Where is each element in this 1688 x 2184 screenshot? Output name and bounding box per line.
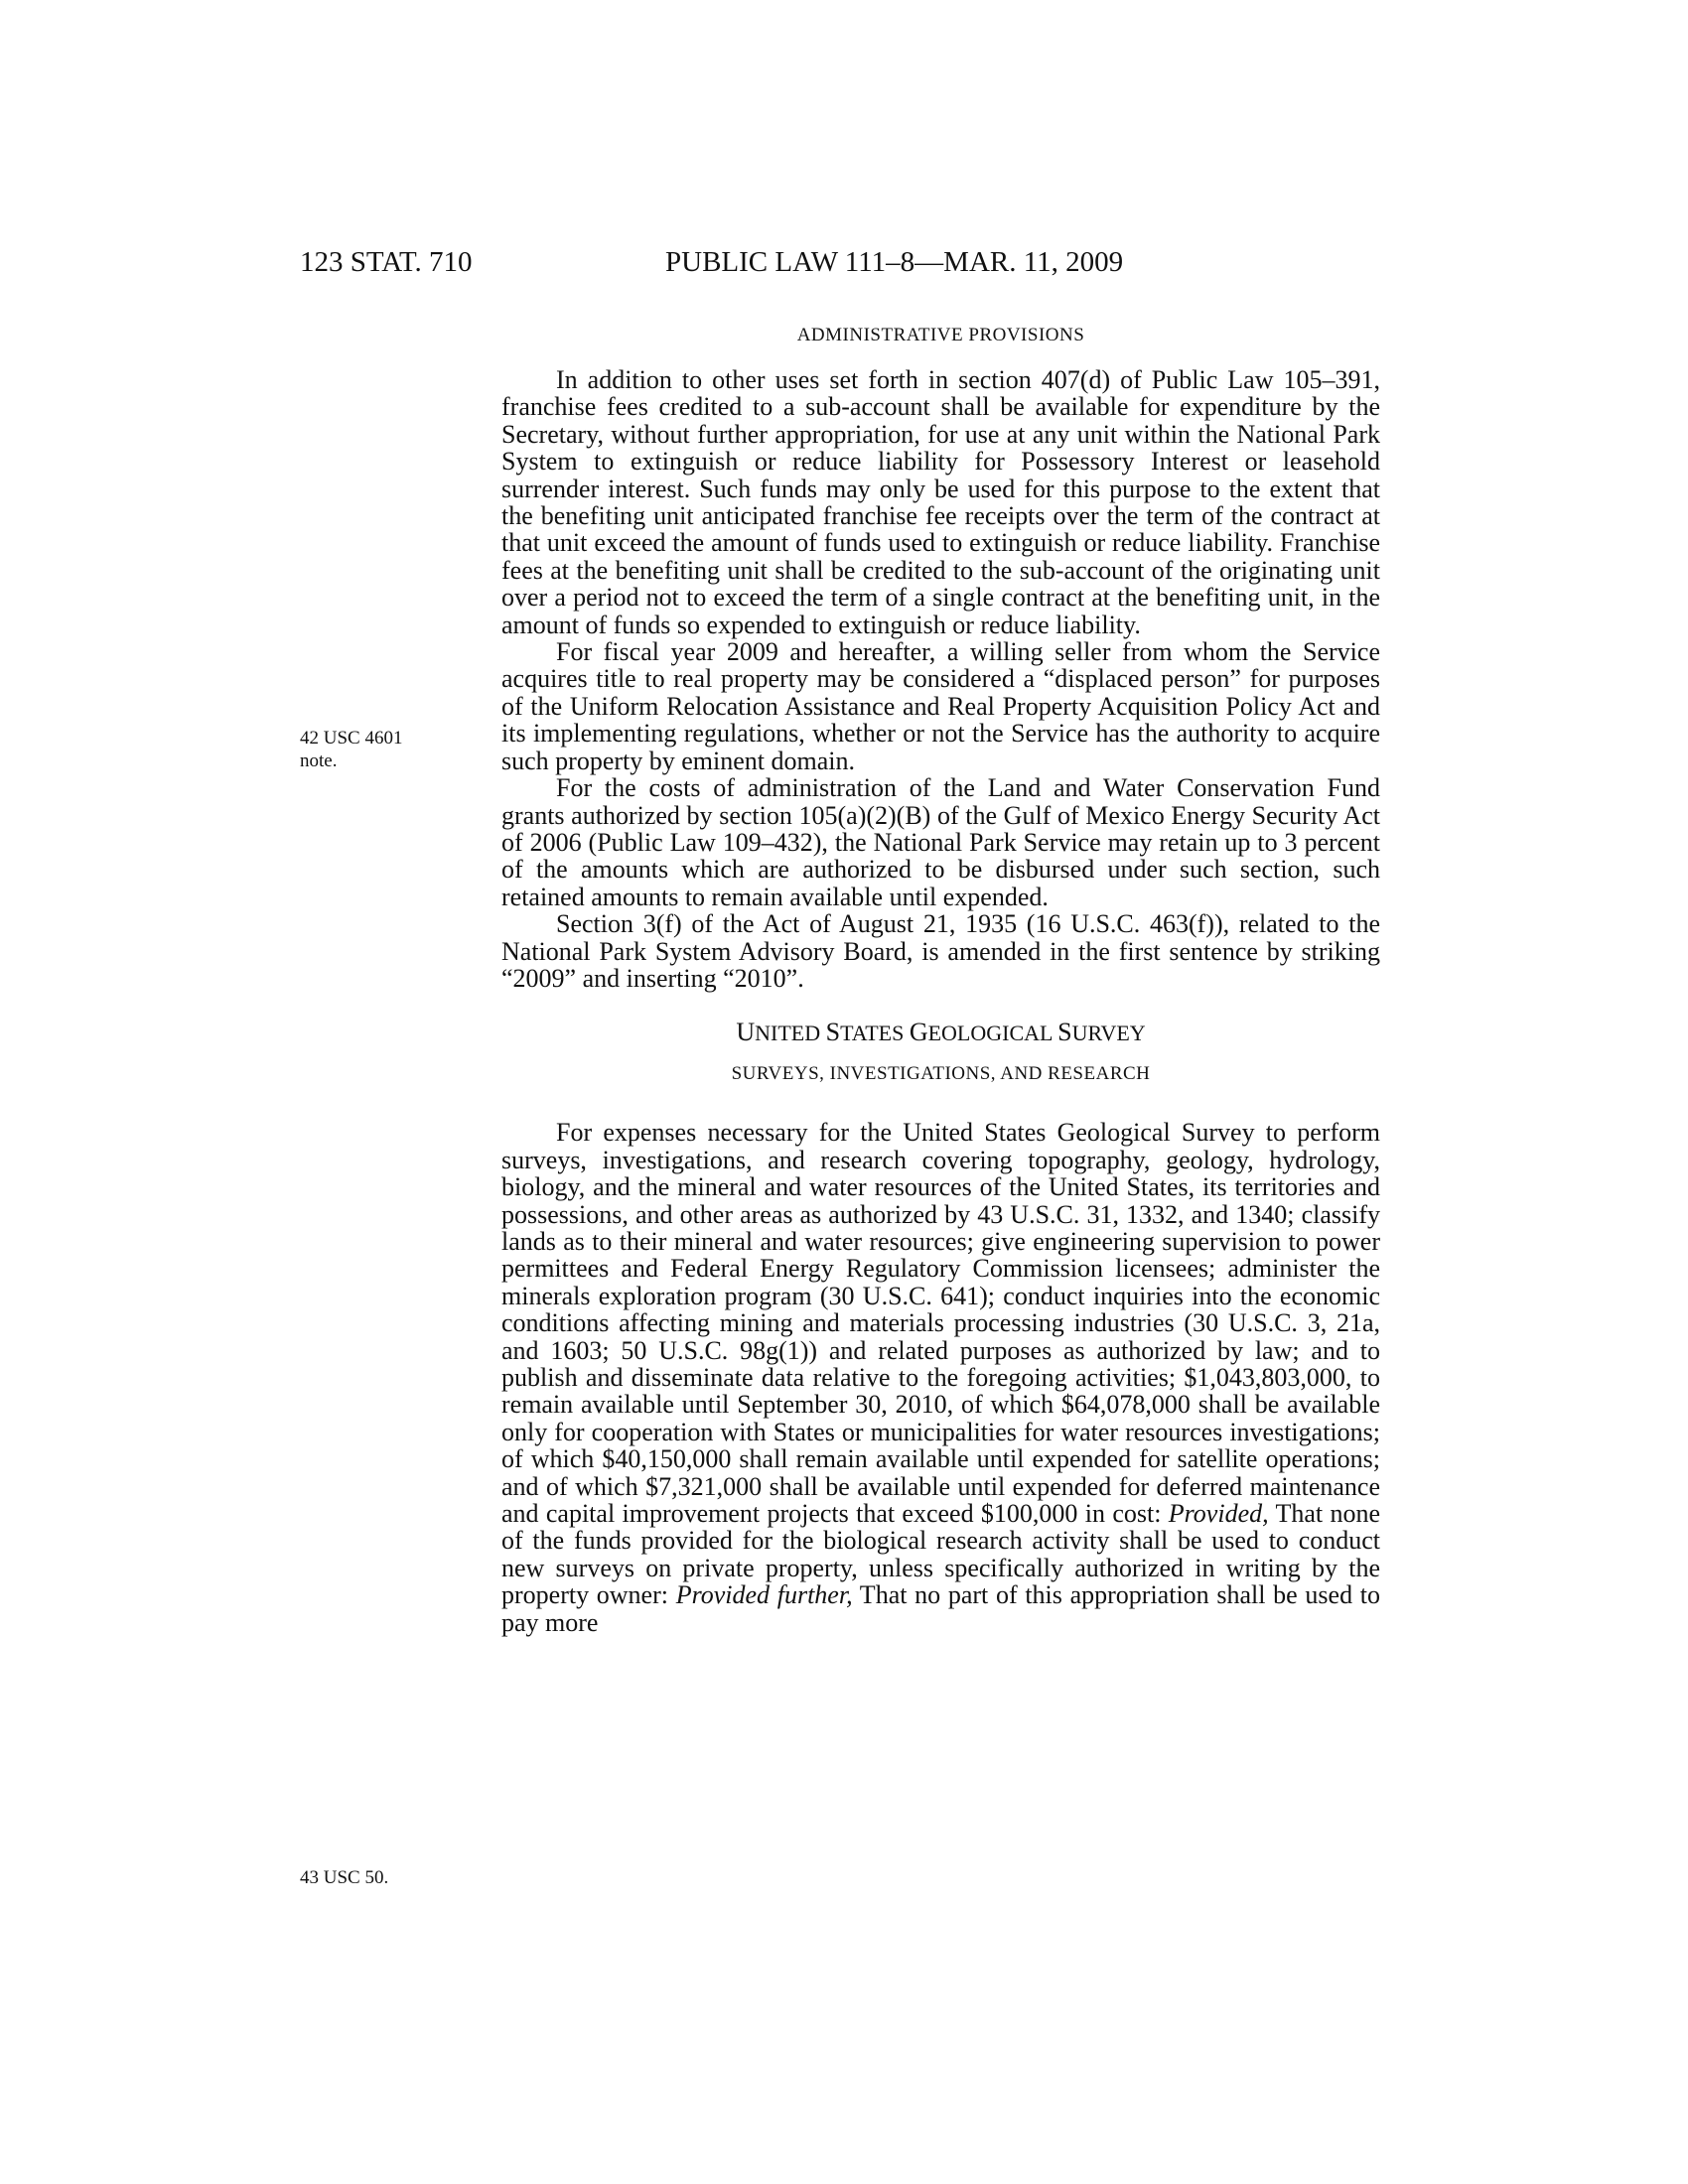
paragraph-displaced-person: For fiscal year 2009 and hereafter, a willing seller from whom the Service acquires title to real property may be considered a “displaced person” for purposes of the Uniform Relocation Assistance and Real Property Acquisition Policy Act and its implementing regulations, whether or not the Service has the authority to acquire such property by eminent domain.	[501, 637, 1380, 775]
body-text-column	[501, 324, 1380, 1636]
surveys-investigations-heading: SURVEYS, INVESTIGATIONS, AND RESEARCH	[731, 1063, 1151, 1085]
margin-note-42-usc-4601	[300, 727, 402, 772]
page-header	[0, 246, 1688, 286]
paragraph-land-water-conservation: For the costs of administration of the Land and Water Conservation Fund grants authorized by section 105(a)(2)(B) of the Gulf of Mexico Energy Security Act of 2006 (Public Law 109–432), the National Park Service may retain up to 3 percent of the amounts which are authorized to be disbursed under such section, such retained amounts to remain available until expended.	[501, 773, 1380, 911]
margin-note-43-usc-50: 43 USC 50.	[300, 1867, 389, 1888]
paragraph-franchise-fees: In addition to other uses set forth in section 407(d) of Public Law 105–391, franchise fees credited to a sub-account shall be available for expenditure by the Secretary, without further appropriation, for use at any unit within the National Park System to extinguish or reduce liability for Possessory Interest or leasehold surrender interest. Such funds may only be used for this purpose to the extent that the benefiting unit anticipated franchise fee receipts over the term of the contract at that unit exceed the amount of funds used to extinguish or reduce liability. Franchise fees at the benefiting unit shall be credited to the sub-account of the originating unit over a period not to exceed the term of a single contract at the benefiting unit, in the amount of funds so expended to extinguish or reduce liability.	[501, 365, 1380, 639]
law-title: PUBLIC LAW 111–8—MAR. 11, 2009	[665, 246, 1124, 278]
administrative-provisions-heading: ADMINISTRATIVE PROVISIONS	[796, 325, 1085, 345]
paragraph-usgs-expenses: For expenses necessary for the United States Geological Survey to perform surveys, investigations, and research covering topography, geology, hydrology, biology, and the mineral and water resources of the United States, its territories and possessions, and other areas as authorized by 43 U.S.C. 31, 1332, and 1340; classify lands as to their mineral and water resources; give engineering supervision to power permittees and Federal Energy Regulatory Commission licensees; administer the minerals exploration program (30 U.S.C. 641); conduct inquiries into the economic conditions affecting mining and materials processing industries (30 U.S.C. 3, 21a, and 1603; 50 U.S.C. 98g(1)) and related purposes as authorized by law; and to publish and disseminate data relative to the foregoing activities; $1,043,803,000, to remain available until September 30, 2010, of which $64,078,000 shall be available only for cooperation with States or municipalities for water resources investigations; of which $40,150,000 shall remain available until expended for satellite operations; and of which $7,321,000 shall be available until expended for deferred maintenance and capital improvement projects that exceed $100,000 in cost: Provided, That none of the funds provided for the biological research activity shall be used to conduct new surveys on private property, unless specifically authorized in writing by the property owner: Provided further, That no part of this appropriation shall be used to pay more	[501, 1118, 1381, 1637]
margin-note-line: 42 USC 4601	[300, 728, 403, 749]
paragraph-advisory-board: Section 3(f) of the Act of August 21, 1935 (16 U.S.C. 463(f)), related to the National Park System Advisory Board, is amended in the first sentence by striking “2009” and inserting “2010”.	[501, 909, 1380, 993]
statute-reference: 123 STAT. 710	[300, 246, 473, 278]
usgs-heading: UNITED STATES GEOLOGICAL SURVEY	[736, 1018, 1146, 1047]
margin-note-line: note.	[300, 751, 338, 771]
